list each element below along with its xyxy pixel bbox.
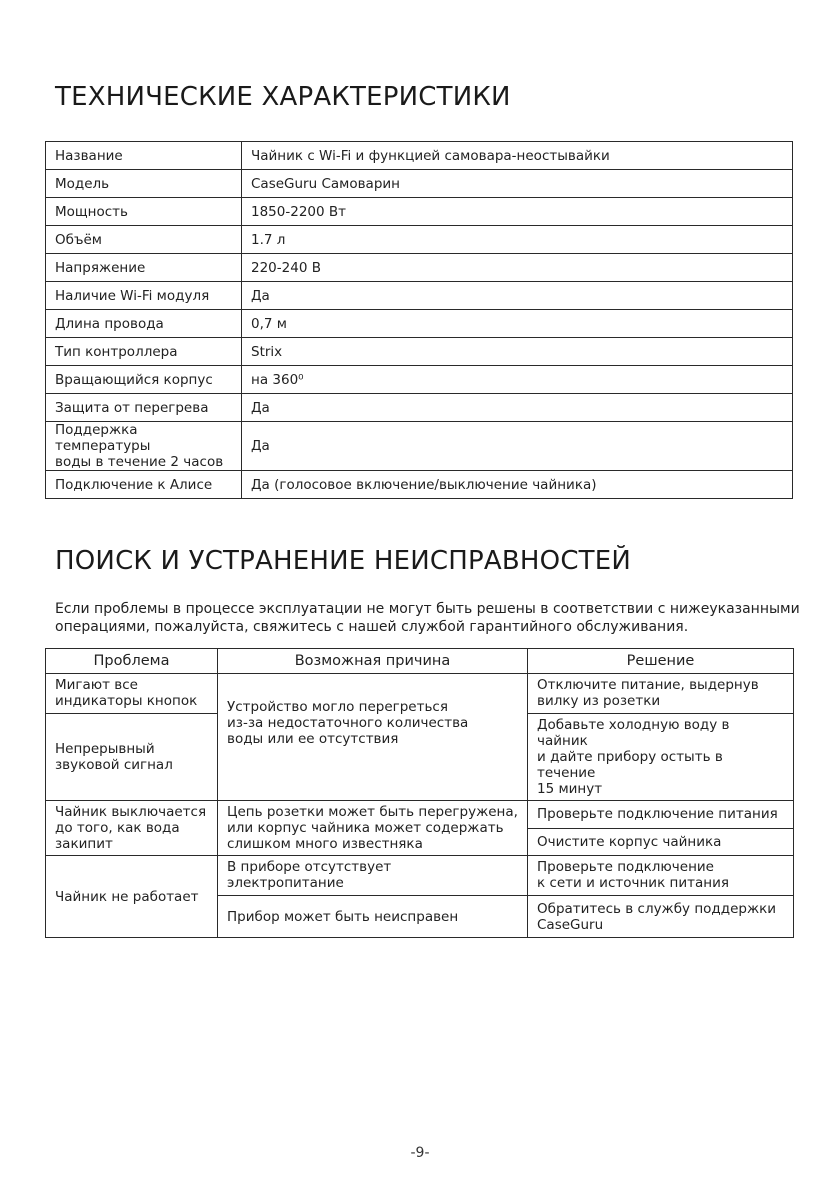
spec-key: Напряжение xyxy=(46,254,242,282)
problem-text: Непрерывный звуковой сигнал xyxy=(55,741,173,773)
troubleshooting-table xyxy=(45,648,794,938)
table-row xyxy=(46,801,794,829)
table-row xyxy=(46,338,793,366)
specs-table xyxy=(45,141,793,499)
solution-cell xyxy=(528,828,794,856)
table-row xyxy=(46,170,793,198)
solution-text: Отключите питание, выдернув вилку из розетки xyxy=(537,677,759,709)
problem-text: Мигают все индикаторы кнопок xyxy=(55,677,198,709)
spec-key: Наличие Wi-Fi модуля xyxy=(46,282,242,310)
solution-text: Добавьте холодную воду в чайник и дайте прибору остыть в течение 15 минут xyxy=(537,717,730,797)
problem-cell xyxy=(46,714,218,801)
cause-cell xyxy=(218,896,528,938)
solution-text: Обратитесь в службу поддержки CaseGuru xyxy=(537,900,777,933)
table-row xyxy=(46,310,793,338)
spec-key: Поддержка температуры воды в течение 2 часов xyxy=(55,422,224,470)
spec-value: CaseGuru Самоварин xyxy=(242,170,793,198)
spec-value: Strix xyxy=(242,338,793,366)
table-row xyxy=(46,282,793,310)
cause-text: В приборе отсутствует электропитание xyxy=(227,859,392,891)
problem-cell xyxy=(46,856,218,938)
solution-text: Очистите корпус чайника xyxy=(537,833,722,850)
spec-value: 0,7 м xyxy=(242,310,793,338)
spec-key: Объём xyxy=(46,226,242,254)
cause-text: Прибор может быть неисправен xyxy=(227,908,459,925)
spec-value: на 360⁰ xyxy=(242,366,793,394)
cause-text: Устройство могло перегреться из-за недостаточного количества воды или ее отсутствия xyxy=(227,699,469,747)
troubleshooting-title: ПОИСК И УСТРАНЕНИЕ НЕИСПРАВНОСТЕЙ xyxy=(55,546,632,576)
spec-value: Чайник с Wi-Fi и функцией самовара-неостывайки xyxy=(242,142,793,170)
solution-cell xyxy=(528,856,794,896)
spec-key: Вращающийся корпус xyxy=(46,366,242,394)
spec-key: Название xyxy=(46,142,242,170)
intro-line: Если проблемы в процессе эксплуатации не могут быть решены в соответствии с нижеуказанными xyxy=(55,601,800,617)
spec-key: Мощность xyxy=(46,198,242,226)
table-row xyxy=(46,226,793,254)
problem-text: Чайник не работает xyxy=(55,888,199,905)
cause-cell xyxy=(218,674,528,801)
table-header-row xyxy=(46,649,794,674)
spec-value: 1850-2200 Вт xyxy=(242,198,793,226)
intro-line: операциями, пожалуйста, свяжитесь с нашей службой гарантийного обслуживания. xyxy=(55,619,689,635)
problem-cell xyxy=(46,674,218,714)
table-row xyxy=(46,856,794,896)
spec-key-cell xyxy=(46,422,242,471)
spec-key: Длина провода xyxy=(46,310,242,338)
problem-cell xyxy=(46,801,218,856)
problem-text: Чайник выключается до того, как вода закипит xyxy=(55,804,207,852)
table-row xyxy=(46,674,794,714)
solution-cell xyxy=(528,674,794,714)
spec-key: Подключение к Алисе xyxy=(46,471,242,499)
header-problem: Проблема xyxy=(46,649,218,674)
header-cause: Возможная причина xyxy=(218,649,528,674)
table-row xyxy=(46,142,793,170)
header-solution: Решение xyxy=(528,649,794,674)
spec-value: Да xyxy=(242,394,793,422)
table-row xyxy=(46,422,793,471)
solution-cell xyxy=(528,801,794,829)
page-number: -9- xyxy=(410,1145,430,1161)
cause-cell xyxy=(218,856,528,896)
spec-key: Защита от перегрева xyxy=(46,394,242,422)
solution-cell xyxy=(528,714,794,801)
specs-title: ТЕХНИЧЕСКИЕ ХАРАКТЕРИСТИКИ xyxy=(55,82,511,112)
table-row xyxy=(46,254,793,282)
solution-text: Проверьте подключение питания xyxy=(537,806,778,823)
spec-value: Да xyxy=(242,422,793,471)
cause-text: Цепь розетки может быть перегружена, или корпус чайника может содержать слишком много известняка xyxy=(227,804,518,852)
spec-key: Тип контроллера xyxy=(46,338,242,366)
spec-value: Да xyxy=(242,282,793,310)
solution-text: Проверьте подключение к сети и источник питания xyxy=(537,859,729,891)
solution-cell xyxy=(528,896,794,938)
table-row xyxy=(46,471,793,499)
table-row xyxy=(46,394,793,422)
spec-key: Модель xyxy=(46,170,242,198)
spec-value: 1.7 л xyxy=(242,226,793,254)
spec-value: 220-240 В xyxy=(242,254,793,282)
table-row xyxy=(46,198,793,226)
table-row xyxy=(46,366,793,394)
spec-value: Да (голосовое включение/выключение чайника) xyxy=(242,471,793,499)
troubleshooting-intro xyxy=(55,600,815,636)
cause-cell xyxy=(218,801,528,856)
